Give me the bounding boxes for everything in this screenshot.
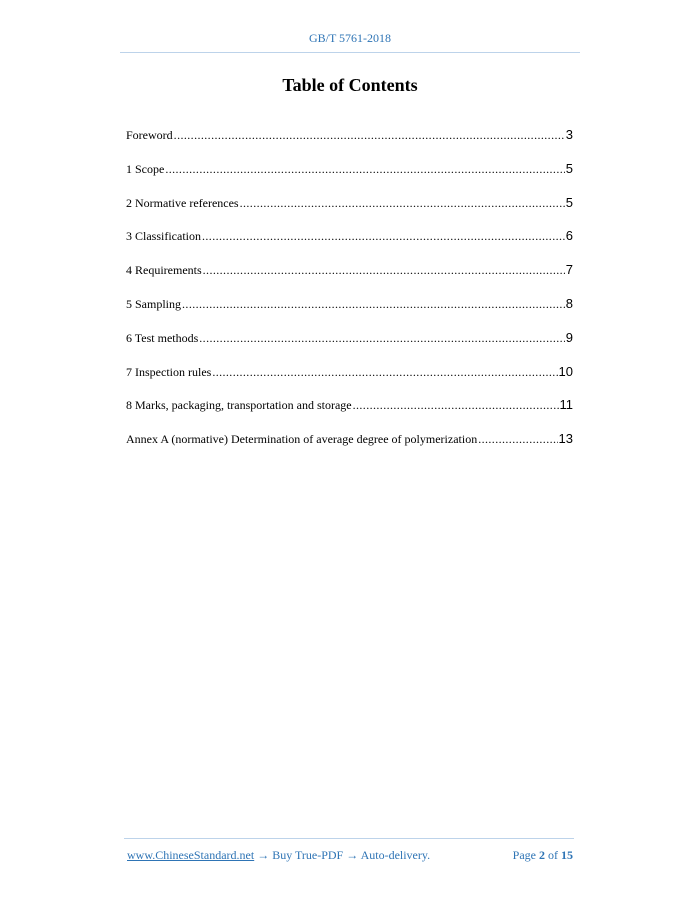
toc-leader-dots <box>212 365 557 380</box>
toc-entry-page: 9 <box>565 329 573 345</box>
toc-entry-label: 4 Requirements <box>126 263 202 278</box>
page-number <box>513 848 573 863</box>
site-link[interactable]: www.ChineseStandard.net <box>127 848 255 862</box>
toc-entry-page: 8 <box>565 295 573 311</box>
toc-leader-dots <box>182 297 565 312</box>
toc-entry-label: 1 Scope <box>126 161 165 176</box>
toc-entry-label: 6 Test methods <box>126 330 199 345</box>
toc-entry-page: 7 <box>565 262 573 278</box>
toc-entry-scope[interactable] <box>126 161 573 195</box>
toc-entry-page: 5 <box>565 194 573 210</box>
header-divider <box>120 52 580 53</box>
page-title: Table of Contents <box>282 75 418 95</box>
toc-leader-dots <box>165 162 564 177</box>
toc-leader-dots <box>202 229 565 244</box>
toc-leader-dots <box>353 398 559 413</box>
toc-entry-label: 2 Normative references <box>126 195 239 210</box>
toc-leader-dots <box>174 128 565 143</box>
of-label: of <box>548 848 558 862</box>
toc-entry-label: Foreword <box>126 128 173 142</box>
toc-entry-sampling[interactable] <box>126 296 573 330</box>
toc-entry-foreword[interactable] <box>126 127 573 161</box>
toc-entry-annex-a[interactable] <box>126 431 573 465</box>
toc-leader-dots <box>478 432 557 447</box>
toc-entry-page: 13 <box>558 431 573 447</box>
toc-entry-requirements[interactable] <box>126 262 573 296</box>
promo-text: → Buy True-PDF → Auto-delivery. <box>254 848 431 862</box>
total-pages: 15 <box>561 848 573 862</box>
toc-entry-classification[interactable] <box>126 228 573 262</box>
toc-entry-label: 3 Classification <box>126 229 201 244</box>
page-header <box>0 31 700 46</box>
footer-divider <box>124 838 574 839</box>
page-prefix: Page <box>512 848 536 862</box>
footer-promo <box>127 848 430 863</box>
standard-code: GB/T 5761-2018 <box>308 31 392 45</box>
toc-entry-label: Annex A (normative) Determination of average degree of polymerization <box>126 432 478 447</box>
toc-entry-test-methods[interactable] <box>126 330 573 364</box>
toc-leader-dots <box>199 331 564 346</box>
table-of-contents <box>126 127 573 465</box>
toc-entry-label: 7 Inspection rules <box>126 364 212 379</box>
toc-leader-dots <box>203 263 565 278</box>
toc-leader-dots <box>240 196 565 211</box>
toc-entry-page: 11 <box>559 397 573 413</box>
toc-entry-label: 8 Marks, packaging, transportation and storage <box>126 398 352 413</box>
toc-entry-page: 6 <box>565 228 573 244</box>
toc-entry-inspection-rules[interactable] <box>126 364 573 398</box>
toc-entry-marks-packaging[interactable] <box>126 397 573 431</box>
toc-entry-page: 3 <box>565 127 573 142</box>
current-page: 2 <box>539 848 545 862</box>
toc-entry-page: 5 <box>565 160 573 176</box>
toc-entry-label: 5 Sampling <box>126 296 182 311</box>
toc-entry-page: 10 <box>558 363 573 379</box>
toc-entry-normative-references[interactable] <box>126 195 573 229</box>
